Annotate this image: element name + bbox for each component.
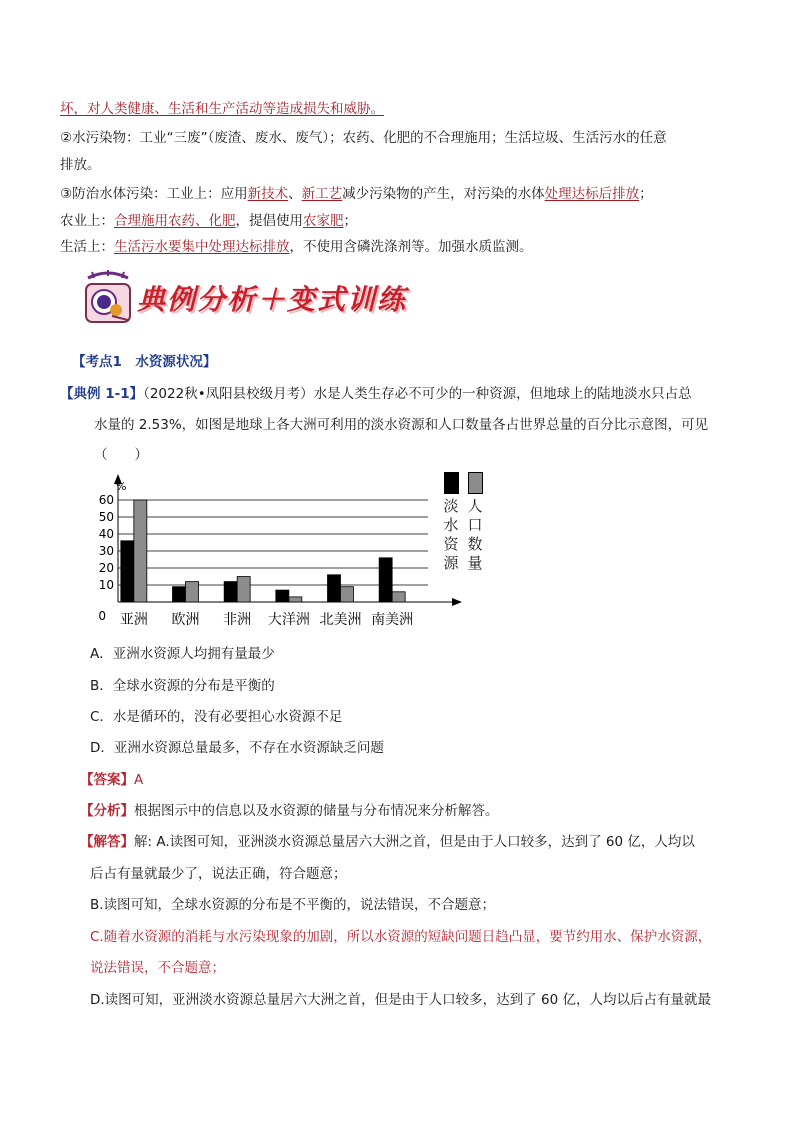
x-tick-label: 大洋洲 bbox=[267, 612, 310, 628]
question-tag: 【典例 1-1】 bbox=[60, 386, 144, 402]
line3-mid: 减少污染物的产生，对污染的水体 bbox=[342, 186, 545, 202]
intro-line-1 bbox=[60, 97, 384, 117]
solution-b: B.读图可知，全球水资源的分布是不平衡的，说法错误，不合题意； bbox=[90, 897, 496, 913]
intro-line-3 bbox=[60, 182, 653, 202]
legend-swatch-population bbox=[468, 472, 483, 494]
chart-svg bbox=[88, 470, 488, 640]
x-tick-label: 南美洲 bbox=[371, 612, 414, 628]
x-tick-label: 亚洲 bbox=[119, 612, 148, 628]
bar-population bbox=[392, 592, 405, 602]
solution-c-1: C.随着水资源的消耗与水污染现象的加剧，所以水资源的短缺问题日趋凸显，要节约用水、保护水资源， bbox=[90, 929, 712, 945]
line5-pre: 生活上： bbox=[60, 239, 114, 255]
solution-a-2: 后占有量就最少了，说法正确，符合题意； bbox=[90, 866, 347, 882]
keyword-new-tech: 新技术 bbox=[247, 186, 289, 202]
y-tick-label: 0 bbox=[98, 609, 106, 623]
intro-line-5 bbox=[60, 235, 533, 255]
line4-pre: 农业上： bbox=[60, 213, 114, 229]
option-a[interactable]: A．亚洲水资源人均拥有量最少 bbox=[90, 646, 275, 662]
banner-eye-icon bbox=[82, 270, 134, 326]
bar-population bbox=[237, 577, 250, 603]
legend-label-population: 人口数量 bbox=[467, 497, 483, 572]
question-line-3: （ ） bbox=[94, 447, 148, 463]
analysis-line bbox=[80, 799, 499, 819]
y-tick-label: 50 bbox=[98, 510, 114, 524]
answer-line bbox=[80, 768, 143, 788]
analysis-tag: 【分析】 bbox=[80, 803, 134, 819]
keyword-treat-discharge: 处理达标后排放 bbox=[544, 186, 640, 202]
y-tick-label: 40 bbox=[98, 527, 114, 541]
banner-title: 典例分析＋变式训练 bbox=[137, 283, 408, 316]
legend-swatch-freshwater bbox=[444, 472, 459, 494]
question-line-1 bbox=[60, 382, 692, 402]
answer-value: A bbox=[134, 772, 144, 788]
bar-freshwater bbox=[173, 587, 186, 602]
solution-tag: 【解答】 bbox=[80, 834, 134, 850]
solution-line-a1 bbox=[80, 830, 695, 850]
bar-population bbox=[341, 587, 354, 602]
answer-tag: 【答案】 bbox=[80, 772, 134, 788]
bar-chart bbox=[88, 470, 488, 640]
option-d[interactable]: D．亚洲水资源总量最多，不存在水资源缺乏问题 bbox=[90, 740, 384, 756]
intro-line-2: ②水污染物：工业“三废”（废渣、废水、废气）；农药、化肥的不合理施用；生活垃圾、生活污水的任意 bbox=[60, 130, 667, 146]
solution-d: D.读图可知，亚洲淡水资源总量居六大洲之首，但是由于人口较多，达到了 60 亿，人均以后占有量就最 bbox=[90, 992, 711, 1008]
x-tick-label: 非洲 bbox=[223, 612, 252, 628]
line4-mid: ，提倡使用 bbox=[235, 213, 303, 229]
y-tick-label: 60 bbox=[98, 493, 114, 507]
keyword-sewage-treatment: 生活污水要集中处理达标排放 bbox=[114, 239, 290, 255]
y-tick-label: 20 bbox=[98, 561, 114, 575]
line3-end: ； bbox=[639, 186, 653, 202]
question-text-1: （2022秋•凤阳县校级月考）水是人类生存必不可少的一种资源，但地球上的陆地淡水只占总 bbox=[143, 386, 692, 402]
keyword-rational-use: 合理施用农药、化肥 bbox=[114, 213, 236, 229]
y-tick-label: 30 bbox=[98, 544, 114, 558]
question-line-2: 水量的 2.53%，如图是地球上各大洲可利用的淡水资源和人口数量各占世界总量的百分比示意图，可见 bbox=[94, 417, 709, 433]
keyword-new-process: 新工艺 bbox=[301, 186, 343, 202]
solution-c-2: 说法错误，不合题意； bbox=[90, 960, 225, 976]
x-axis-arrow bbox=[452, 598, 462, 606]
bar-freshwater bbox=[121, 541, 134, 602]
bar-population bbox=[186, 582, 199, 602]
legend-label-freshwater: 淡水资源 bbox=[443, 497, 459, 572]
x-tick-label: 北美洲 bbox=[319, 612, 362, 628]
y-axis-label: % bbox=[116, 480, 127, 493]
x-tick-label: 欧洲 bbox=[171, 612, 200, 628]
y-tick-label: 10 bbox=[98, 578, 114, 592]
analysis-text: 根据图示中的信息以及水资源的储量与分布情况来分析解答。 bbox=[134, 803, 499, 819]
line4-end: ； bbox=[343, 213, 357, 229]
intro-line-1-text: 坏，对人类健康、生活和生产活动等造成损失和威胁。 bbox=[60, 101, 384, 117]
option-c[interactable]: C．水是循环的，没有必要担心水资源不足 bbox=[90, 709, 343, 725]
bar-population bbox=[289, 597, 302, 602]
intro-line-2b: 排放。 bbox=[60, 157, 101, 173]
keyword-manure: 农家肥 bbox=[303, 213, 344, 229]
bar-freshwater bbox=[328, 575, 341, 602]
bar-population bbox=[134, 500, 147, 602]
section-banner bbox=[82, 270, 412, 328]
bar-freshwater bbox=[276, 590, 289, 602]
solution-a-1: 解: A.读图可知，亚洲淡水资源总量居六大洲之首，但是由于人口较多，达到了 60 亿，人均以 bbox=[134, 834, 695, 850]
line3-sep: 、 bbox=[288, 186, 302, 202]
line3-pre: ③防治水体污染：工业上：应用 bbox=[60, 186, 248, 202]
section-heading: 【考点1 水资源状况】 bbox=[72, 354, 217, 370]
line5-end: ，不使用含磷洗涤剂等。加强水质监测。 bbox=[289, 239, 533, 255]
bar-freshwater bbox=[379, 558, 392, 602]
option-b[interactable]: B．全球水资源的分布是平衡的 bbox=[90, 678, 275, 694]
intro-line-4 bbox=[60, 209, 357, 229]
bar-freshwater bbox=[224, 582, 237, 602]
